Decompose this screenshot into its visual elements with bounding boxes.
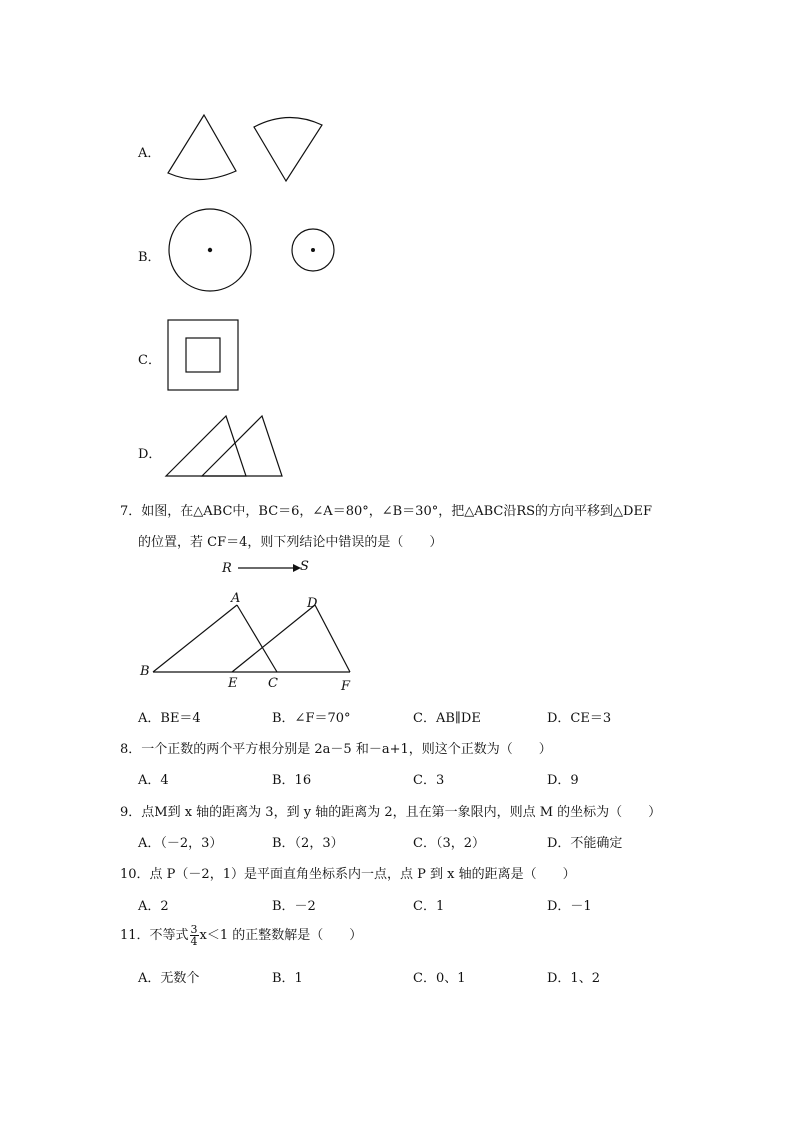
q11-option-c: C．0、1 [413,971,466,986]
q6-option-a-label: A． [138,146,161,161]
q6-option-d-figure [162,410,287,482]
fig-label-s: S [300,559,309,574]
q6-option-d-label: D． [138,447,162,462]
q7-option-a: A．BE＝4 [138,711,201,726]
q10-option-d: D．－1 [547,899,592,914]
q8-option-b: B．16 [272,773,312,788]
q11-option-d: D．1、2 [547,971,600,986]
q9-option-a: A．（－2，3） [138,836,223,851]
fig-label-e: E [228,676,238,691]
question-8-stem: 8．一个正数的两个平方根分别是 2a－5 和－a+1，则这个正数为（ ） [120,742,552,757]
q10-option-a: A．2 [138,899,169,914]
fig-label-c: C [268,676,278,691]
q6-option-b-label: B． [138,250,161,265]
q8-option-c: C．3 [413,773,445,788]
q7-translation-figure [135,555,360,695]
fig-label-r: R [222,561,232,576]
q7-option-d: D．CE＝3 [547,711,612,726]
fig-label-a: A [231,591,241,606]
q10-option-b: B．－2 [272,899,316,914]
q8-option-d: D．9 [547,773,579,788]
question-7-stem-line2: 的位置，若 CF＝4，则下列结论中错误的是（ ） [138,535,443,550]
q6-option-a-figure [160,105,330,190]
q7-option-c: C．AB∥DE [413,711,481,726]
q9-option-d: D．不能确定 [547,836,623,851]
q9-option-c: C．（3，2） [413,836,485,851]
q7-option-b: B．∠F＝70° [272,711,351,726]
question-9-stem: 9．点M到 x 轴的距离为 3，到 y 轴的距离为 2，且在第一象限内，则点 M 的坐标为（ ） [120,805,662,820]
fig-label-f: F [341,679,351,694]
q11-option-a: A．无数个 [138,971,200,986]
q9-option-b: B．（2，3） [272,836,344,851]
question-11-stem [120,924,362,947]
question-10-stem: 10．点 P（－2，1）是平面直角坐标系内一点，点 P 到 x 轴的距离是（ ） [120,867,576,882]
q6-option-c-figure [164,318,244,393]
question-11-stem-before: 11．不等式 [120,928,189,943]
question-7-stem-line1: 7．如图，在△ABC中，BC＝6，∠A＝80°，∠B＝30°，把△ABC沿RS的方向平移到△DEF [120,504,652,519]
fig-label-b: B [140,664,150,679]
fig-label-d: D [307,596,318,611]
q8-option-a: A．4 [138,773,169,788]
q11-option-b: B．1 [272,971,303,986]
q6-option-b-figure [160,205,345,300]
q6-option-c-label: C． [138,353,161,368]
q10-option-c: C．1 [413,899,445,914]
question-11-stem-after: x＜1 的正整数解是（ ） [199,928,363,943]
fraction-three-quarters: $\frac{3}{4}$ [190,923,198,948]
